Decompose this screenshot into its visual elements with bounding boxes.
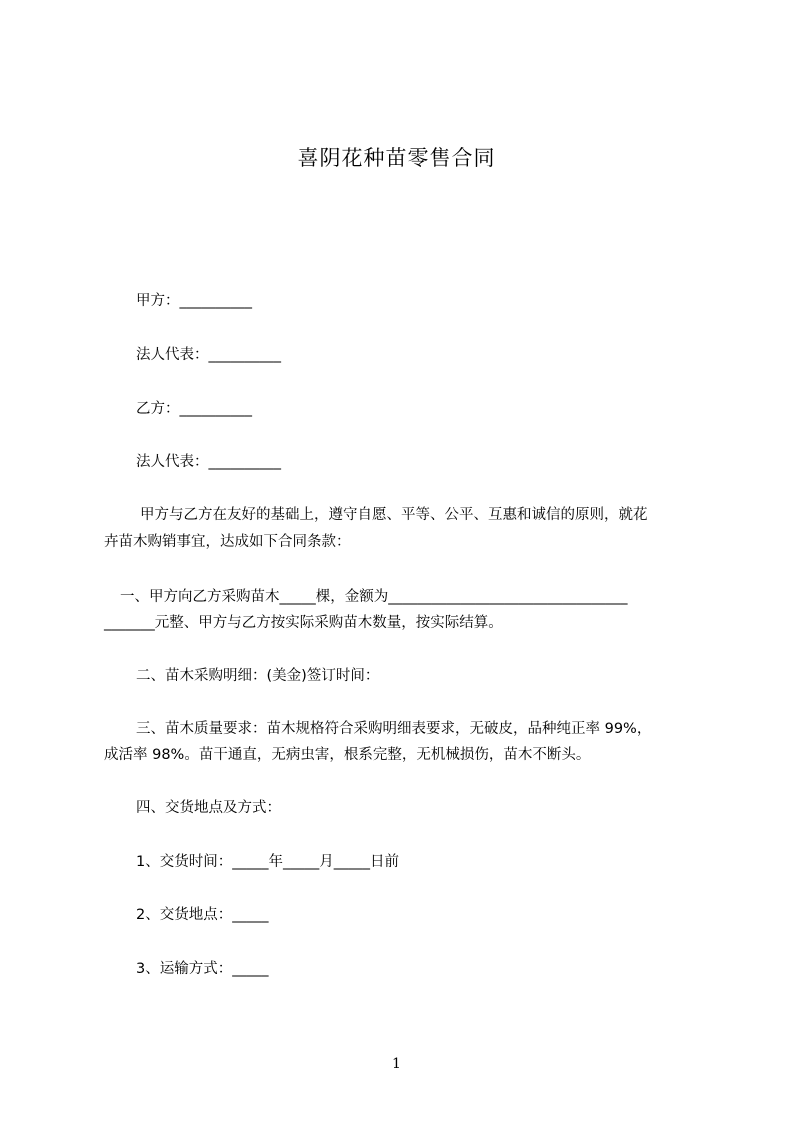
party-b-representative-line: 法人代表：__________: [136, 454, 281, 470]
intro-paragraph-line-2: 卉苗木购销事宜，达成如下合同条款：: [104, 534, 351, 550]
clause-3-line-1: 三、苗木质量要求：苗木规格符合采购明细表要求，无破皮，品种纯正率 99%，: [136, 721, 652, 737]
delivery-location-item: 2、交货地点：_____: [136, 907, 269, 923]
page-number: 1: [392, 1056, 401, 1072]
clause-3-line-2: 成活率 98%。苗干通直，无病虫害，根系完整，无机械损伤，苗木不断头。: [104, 747, 591, 763]
clause-1-line-1: 一、甲方向乙方采购苗木_____棵，金额为_________________________________: [120, 589, 628, 605]
party-a-representative-line: 法人代表：__________: [136, 347, 281, 363]
delivery-time-item: 1、交货时间：_____年_____月_____日前: [136, 854, 399, 870]
transport-method-item: 3、运输方式：_____: [136, 961, 269, 977]
intro-paragraph-line-1: 甲方与乙方在友好的基础上，遵守自愿、平等、公平、互惠和诚信的原则，就花: [140, 507, 648, 523]
party-a-line: 甲方：__________: [136, 293, 252, 309]
clause-4-heading: 四、交货地点及方式：: [136, 800, 281, 816]
clause-2-line: 二、苗木采购明细：(美金)签订时间：: [136, 668, 380, 684]
document-title: 喜阴花种苗零售合同: [297, 146, 496, 170]
party-b-line: 乙方：__________: [136, 401, 252, 417]
clause-1-line-2: _______元整、甲方与乙方按实际采购苗木数量，按实际结算。: [104, 615, 503, 631]
